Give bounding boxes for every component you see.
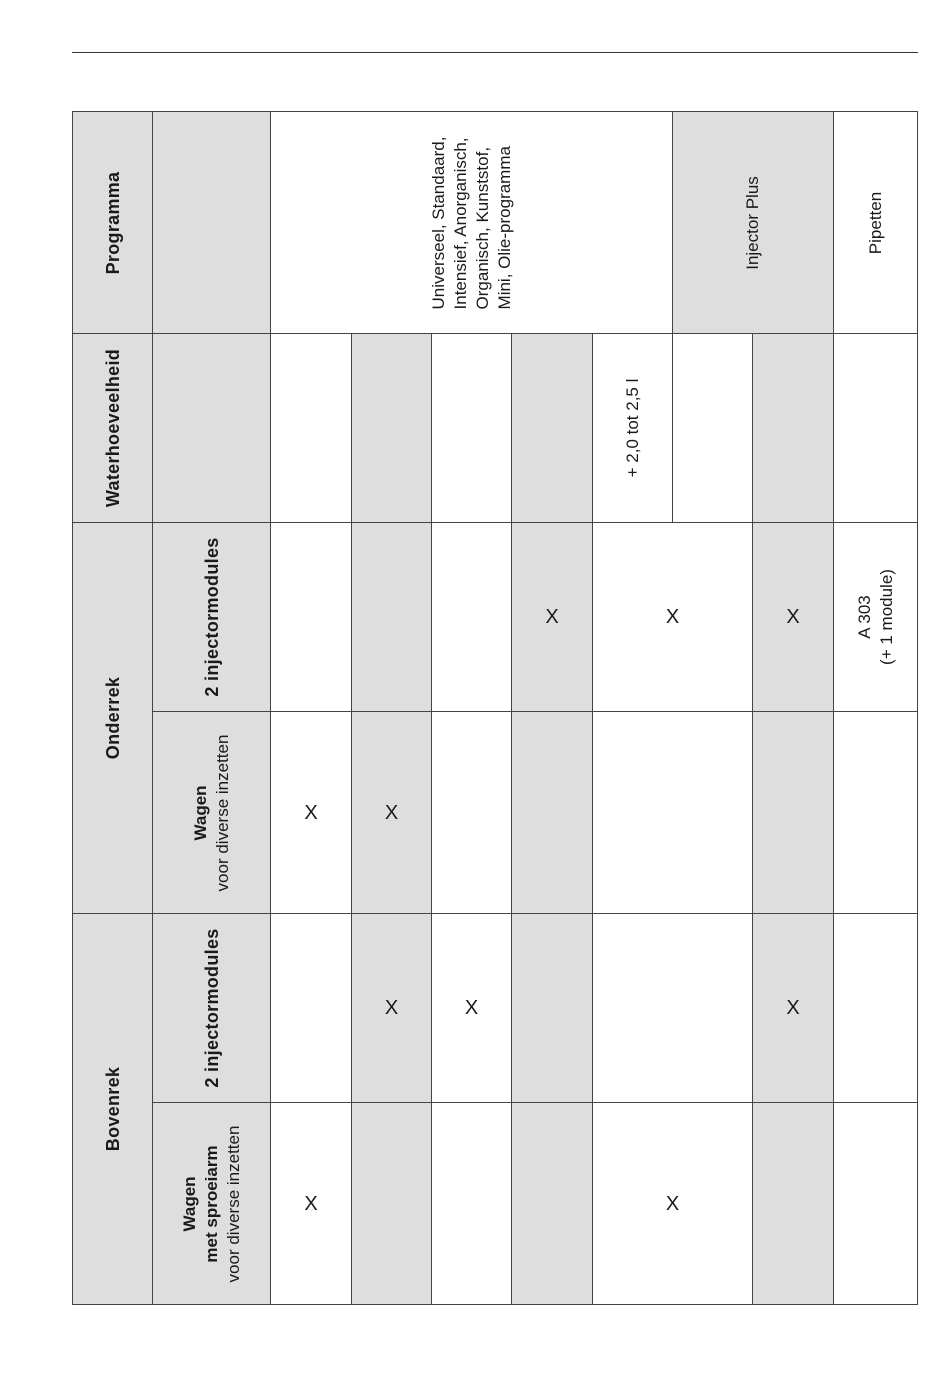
check-mark: X (464, 997, 479, 1019)
header-waterhoeveelheid-sub (152, 333, 271, 523)
boven-inj-c2 (351, 913, 432, 1103)
onder-wagen-c1 (270, 711, 352, 914)
header-programma-sub (152, 111, 271, 334)
onder-inj-c7 (752, 522, 834, 712)
header-onderrek-2injector-label: 2 injectormodules (201, 537, 222, 697)
header-bovenrek-2injector (152, 913, 271, 1103)
header-programma (72, 111, 153, 334)
water-c5 (592, 333, 673, 523)
header-bovenrek (72, 913, 153, 1305)
check-mark: X (384, 801, 399, 824)
check-mark: X (545, 606, 559, 628)
onder-inj-c2 (351, 522, 432, 712)
check-mark: X (665, 1192, 680, 1215)
program-standard-group (270, 111, 673, 334)
check-mark: X (384, 997, 399, 1019)
boven-wagen-c8 (833, 1102, 918, 1305)
boven-wagen-c1 (270, 1102, 352, 1305)
boven-inj-c8 (833, 913, 918, 1103)
check-mark: X (665, 606, 680, 628)
header-onderrek (72, 522, 153, 914)
boven-inj-c5 (592, 913, 753, 1103)
header-bovenrek-2injector-label: 2 injectormodules (201, 928, 222, 1088)
water-c4 (511, 333, 593, 523)
onder-wagen-c2 (351, 711, 432, 914)
onder-wagen-c8 (833, 711, 918, 914)
boven-wagen-c7 (752, 1102, 834, 1305)
header-bovenrek-wagen-label: Wagen met sproeiarm voor diverse inzetten (179, 1125, 243, 1282)
program-pipetten (833, 111, 918, 334)
header-onderrek-2injector (152, 522, 271, 712)
boven-wagen-c3 (431, 1102, 512, 1305)
check-mark: X (786, 606, 800, 628)
check-mark: X (786, 997, 800, 1019)
boven-inj-c7 (752, 913, 834, 1103)
header-bovenrek-label: Bovenrek (102, 1066, 123, 1152)
boven-inj-c4 (511, 913, 593, 1103)
water-c3 (431, 333, 512, 523)
header-onderrek-wagen-label: Wagen voor diverse inzetten (190, 734, 232, 891)
onder-wagen-c7 (752, 711, 834, 914)
water-c2 (351, 333, 432, 523)
onder-wagen-c4 (511, 711, 593, 914)
header-waterhoeveelheid (72, 333, 153, 523)
program-injector-plus-label: Injector Plus (743, 175, 762, 270)
header-bovenrek-wagen (152, 1102, 271, 1305)
header-onderrek-label: Onderrek (102, 676, 123, 760)
boven-wagen-c5 (592, 1102, 753, 1305)
check-mark: X (304, 1192, 318, 1215)
onder-inj-c4 (511, 522, 593, 712)
onder-inj-c1 (270, 522, 352, 712)
onder-inj-c3 (431, 522, 512, 712)
water-extra-label: + 2,0 tot 2,5 l (622, 378, 642, 478)
program-pipetten-label: Pipetten (865, 191, 885, 254)
onder-inj-c5 (592, 522, 753, 712)
boven-wagen-c2 (351, 1102, 432, 1305)
check-mark: X (304, 801, 318, 824)
program-injector-plus (672, 111, 834, 334)
program-standard-group-label: Universeel, Standaard, Intensief, Anorganisch, Organisch, Kunststof, Mini, Olie-programma (428, 136, 514, 309)
onder-inj-c8 (833, 522, 918, 712)
water-c7 (752, 333, 834, 523)
onder-wagen-c3 (431, 711, 512, 914)
pipetten-onder-note: A 303 (+ 1 module) (854, 569, 896, 665)
onder-wagen-c5 (592, 711, 753, 914)
water-c6 (672, 333, 753, 523)
header-waterhoeveelheid-label: Waterhoeveelheid (102, 348, 123, 508)
boven-inj-c3 (431, 913, 512, 1103)
boven-wagen-c4 (511, 1102, 593, 1305)
boven-inj-c1 (270, 913, 352, 1103)
water-c8 (833, 333, 918, 523)
header-programma-label: Programma (102, 171, 123, 274)
water-c1 (270, 333, 352, 523)
header-onderrek-wagen (152, 711, 271, 914)
